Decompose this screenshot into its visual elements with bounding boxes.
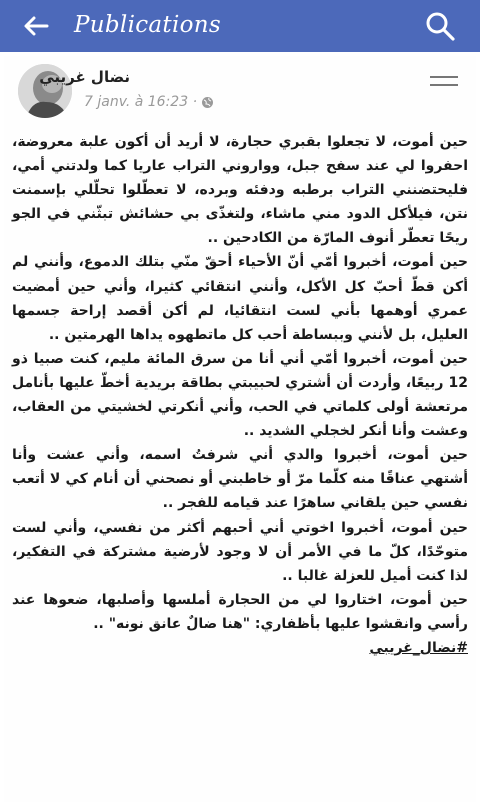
post-meta (84, 94, 214, 110)
post-paragraph: حين أموت، أخبروا أمّي أني أنا من سرق المائة مليم، كنت صبيا ذو 12 ربيعًا، وأردت أن أشتري لحبيبتي بطاقة بريدية أخطّ عليها بأنامل مرتعشة أولى كلماتي في الحب، وأني أنكرتي لخشيتي من العقاب، وعشت وأنا أنكر لخجلي الشديد .. (12, 350, 468, 440)
post-card (4, 56, 476, 802)
search-button[interactable] (420, 6, 460, 46)
post-paragraph: حين أموت، اختاروا لي من الحجارة أملسها وأصلبها، ضعوها عند رأسي وانقشوا عليها بأظفاري: "هنا ضالٌ عانق نونه" .. (12, 591, 468, 632)
post-timestamp[interactable]: 7 janv. à 16:23 · (84, 94, 198, 110)
post-paragraph: حين أموت، أخبروا أمّي أنّ الأحياء أحقّ منّي بتلك الدموع، وأنني لم أكن قطّ أحبّ كل الأكل، وأنني انتقائي كثيرا، وأني حين أمضيت عمري أوهمها بأني لست انتقائيا، لم أكن أقصد إراحة جسمها العليل، بل لأنني وببساطة أحب كل ماتطهوه يداها الهرمتين .. (12, 254, 468, 343)
post-paragraph: حين أموت، أخبروا اخوتي أني أحبهم أكثر من نفسي، وأني لست متوحّدًا، كلّ ما في الأمر أن لا وجود لأرضية مشتركة في التفكير، لذا كنت أميل للعزلة غالبا .. (12, 519, 468, 584)
post-paragraph: حين أموت، لا تجعلوا بقبري حجارة، لا أريد أن أكون علبة معروضة، احفروا لي عند سفح جبل، وواروني التراب عاريا كما ولدتني أمي، فليحتضنني التراب برطبه ودفئه وبرده، لا تعطّلوا تحلّلي بإسمنت نتن، فيلأكل الدود مني ماشاء، ولتغذّى بي حشائش تبثّني في الجو ريحًا تعطّر أنوف المارّة من الكادحين .. (12, 134, 468, 247)
post-body (12, 130, 468, 800)
back-button[interactable] (18, 8, 54, 44)
arrow-left-icon (23, 15, 49, 37)
author-name[interactable]: نضال غريبي (39, 68, 130, 86)
page-title: Publications (74, 12, 221, 38)
hashtag-link[interactable]: #نضال_غريبي (369, 639, 468, 656)
search-icon (425, 11, 455, 41)
globe-icon (201, 96, 214, 109)
post-paragraph: حين أموت، أخبروا والدي أني شرفتُ اسمه، وأني عشت وأنا أشتهي عناقًا منه كلّما مرّ أو خاطبني أو نصحني أن أنام كي لا أتعب نفسي حين يلقاني ساهرًا عند قيامه للفجر .. (12, 447, 468, 512)
post-options-icon[interactable] (430, 76, 458, 88)
top-app-bar (0, 0, 480, 52)
